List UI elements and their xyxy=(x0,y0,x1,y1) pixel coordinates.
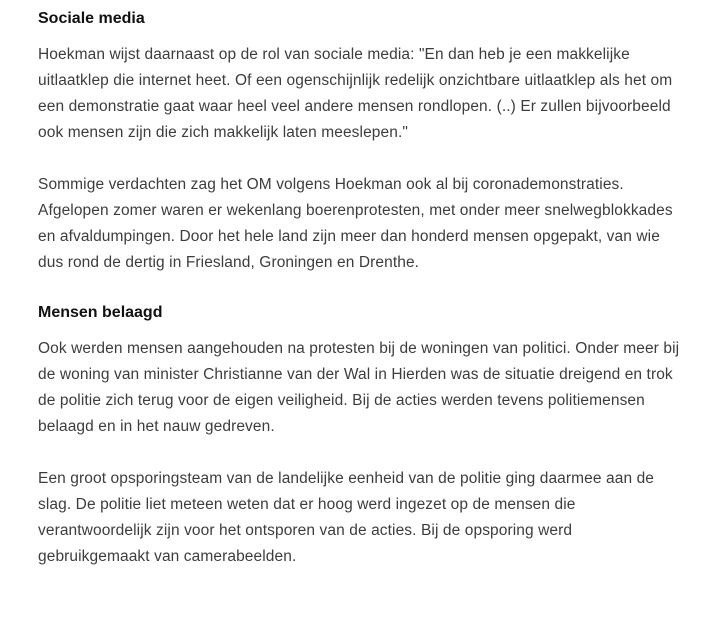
paragraph: Ook werden mensen aangehouden na protesten bij de woningen van politici. Onder meer bij de woning van minister Christianne van der Wal in Hierden was de situatie dreigend en trok de politie zich terug voor de eigen veiligheid. Bij de acties werden tevens politiemensen belaagd en in het nauw gedreven. xyxy=(38,340,680,435)
section-heading-sociale-media: Sociale media xyxy=(38,10,145,27)
paragraph: Hoekman wijst daarnaast op de rol van sociale media: "En dan heb je een makkelijke uitlaatklep die internet heet. Of een ogenschijnlijk redelijk onzichtbare uitlaatklep als het om een demonstratie gaat waar heel veel andere mensen rondlopen. (..) Er zullen bijvoorbeeld ook mensen zijn die zich makkelijk laten meeslepen." xyxy=(38,46,673,141)
section-heading-mensen-belaagd: Mensen belaagd xyxy=(38,304,163,321)
paragraph: Sommige verdachten zag het OM volgens Hoekman ook al bij coronademonstraties. Afgelopen zomer waren er wekenlang boerenprotesten, met onder meer snelwegblokkades en afvaldumpingen. Door het hele land zijn meer dan honderd mensen opgepakt, van wie dus rond de dertig in Friesland, Groningen en Drenthe. xyxy=(38,176,673,271)
paragraph: Een groot opsporingsteam van de landelijke eenheid van de politie ging daarmee aan de slag. De politie liet meteen weten dat er hoog werd ingezet op de mensen die verantwoordelijk zijn voor het ontsporen van de acties. Bij de opsporing werd gebruikgemaakt van camerabeelden. xyxy=(38,470,655,565)
